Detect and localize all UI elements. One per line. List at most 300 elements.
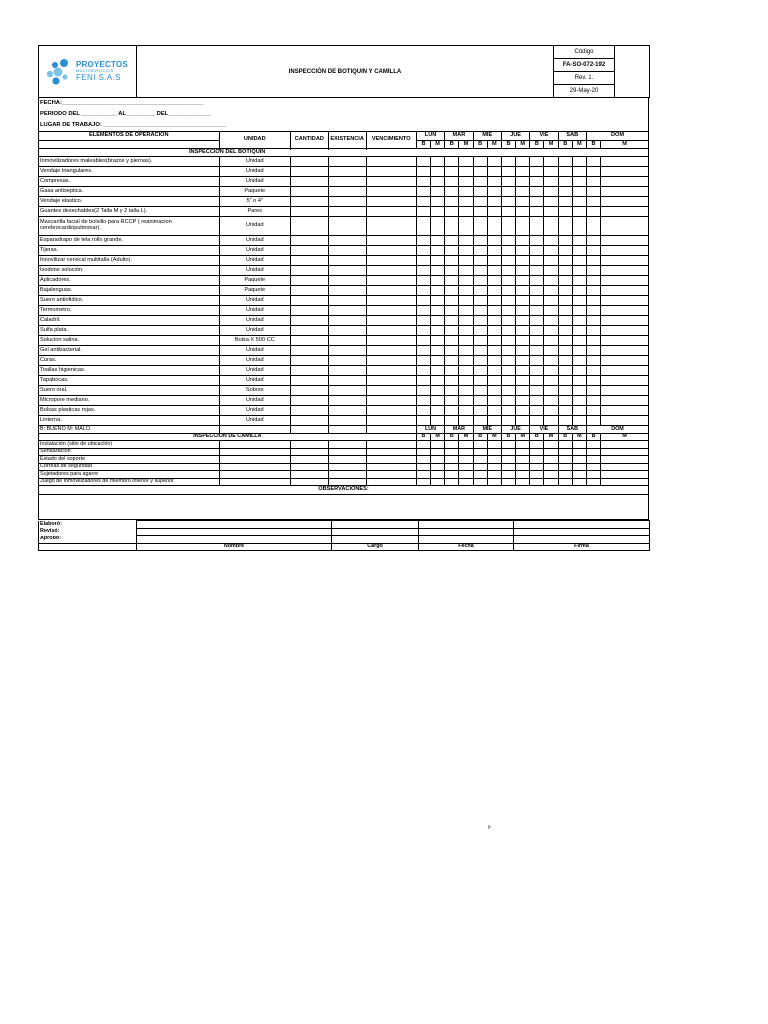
botiquin-check-cell[interactable] [445, 197, 459, 207]
vencimiento-cell[interactable] [366, 207, 416, 217]
botiquin-check-cell[interactable] [586, 217, 600, 236]
botiquin-check-cell[interactable] [572, 356, 586, 366]
botiquin-check-cell[interactable] [558, 406, 572, 416]
botiquin-check-cell[interactable] [501, 346, 515, 356]
botiquin-check-cell[interactable] [431, 177, 445, 187]
botiquin-check-cell[interactable] [487, 406, 501, 416]
botiquin-check-cell[interactable] [459, 356, 473, 366]
botiquin-check-cell[interactable] [431, 246, 445, 256]
botiquin-check-cell[interactable] [601, 187, 649, 197]
botiquin-check-cell[interactable] [487, 217, 501, 236]
botiquin-check-cell[interactable] [516, 326, 530, 336]
signature-cell[interactable] [419, 528, 514, 536]
botiquin-check-cell[interactable] [501, 187, 515, 197]
camilla-check-cell[interactable] [544, 448, 558, 456]
vencimiento-cell[interactable] [366, 266, 416, 276]
botiquin-check-cell[interactable] [558, 346, 572, 356]
botiquin-check-cell[interactable] [572, 386, 586, 396]
periodo-field[interactable]: PERIODO DEL ___________ AL_________ DEL_____________ [39, 109, 649, 120]
fecha-field[interactable]: FECHA:____________________________________________ [39, 98, 649, 109]
camilla-check-cell[interactable] [473, 456, 487, 464]
cantidad-cell[interactable] [290, 356, 328, 366]
cantidad-cell[interactable] [290, 366, 328, 376]
cantidad-cell[interactable] [290, 406, 328, 416]
botiquin-check-cell[interactable] [530, 386, 544, 396]
botiquin-check-cell[interactable] [473, 356, 487, 366]
existencia-cell[interactable] [328, 197, 366, 207]
existencia-cell[interactable] [328, 266, 366, 276]
botiquin-check-cell[interactable] [445, 416, 459, 426]
botiquin-check-cell[interactable] [431, 386, 445, 396]
cantidad-cell[interactable] [290, 376, 328, 386]
camilla-check-cell[interactable] [416, 441, 430, 449]
signature-cell[interactable] [419, 521, 514, 529]
botiquin-check-cell[interactable] [572, 236, 586, 246]
botiquin-check-cell[interactable] [445, 286, 459, 296]
botiquin-check-cell[interactable] [487, 356, 501, 366]
botiquin-check-cell[interactable] [544, 396, 558, 406]
botiquin-check-cell[interactable] [431, 236, 445, 246]
camilla-check-cell[interactable] [601, 478, 649, 486]
botiquin-check-cell[interactable] [530, 316, 544, 326]
botiquin-check-cell[interactable] [586, 256, 600, 266]
botiquin-check-cell[interactable] [487, 286, 501, 296]
botiquin-check-cell[interactable] [601, 246, 649, 256]
existencia-cell[interactable] [328, 396, 366, 406]
cantidad-cell[interactable] [290, 286, 328, 296]
botiquin-check-cell[interactable] [586, 356, 600, 366]
camilla-check-cell[interactable] [601, 471, 649, 479]
signature-cell[interactable] [332, 536, 419, 544]
botiquin-check-cell[interactable] [431, 346, 445, 356]
botiquin-check-cell[interactable] [416, 416, 430, 426]
botiquin-check-cell[interactable] [473, 276, 487, 286]
camilla-check-cell[interactable] [431, 471, 445, 479]
botiquin-check-cell[interactable] [572, 286, 586, 296]
camilla-check-cell[interactable] [530, 463, 544, 471]
botiquin-check-cell[interactable] [431, 356, 445, 366]
botiquin-check-cell[interactable] [487, 316, 501, 326]
vencimiento-cell[interactable] [366, 356, 416, 366]
botiquin-check-cell[interactable] [558, 396, 572, 406]
camilla-check-cell[interactable] [516, 478, 530, 486]
camilla-check-cell[interactable] [572, 478, 586, 486]
botiquin-check-cell[interactable] [601, 256, 649, 266]
cantidad-cell[interactable] [290, 306, 328, 316]
botiquin-check-cell[interactable] [601, 336, 649, 346]
botiquin-check-cell[interactable] [431, 296, 445, 306]
botiquin-check-cell[interactable] [544, 286, 558, 296]
camilla-check-cell[interactable] [431, 463, 445, 471]
botiquin-check-cell[interactable] [416, 207, 430, 217]
botiquin-check-cell[interactable] [487, 336, 501, 346]
botiquin-check-cell[interactable] [487, 197, 501, 207]
vencimiento-cell[interactable] [366, 386, 416, 396]
botiquin-check-cell[interactable] [572, 246, 586, 256]
camilla-check-cell[interactable] [572, 448, 586, 456]
camilla-check-cell[interactable] [501, 441, 515, 449]
camilla-check-cell[interactable] [487, 471, 501, 479]
botiquin-check-cell[interactable] [501, 256, 515, 266]
camilla-check-cell[interactable] [459, 471, 473, 479]
existencia-cell[interactable] [328, 356, 366, 366]
camilla-check-cell[interactable] [530, 456, 544, 464]
botiquin-check-cell[interactable] [445, 217, 459, 236]
botiquin-check-cell[interactable] [431, 406, 445, 416]
botiquin-check-cell[interactable] [586, 167, 600, 177]
botiquin-check-cell[interactable] [431, 396, 445, 406]
botiquin-check-cell[interactable] [459, 167, 473, 177]
botiquin-check-cell[interactable] [473, 406, 487, 416]
existencia-cell[interactable] [328, 207, 366, 217]
camilla-check-cell[interactable] [586, 456, 600, 464]
botiquin-check-cell[interactable] [416, 376, 430, 386]
botiquin-check-cell[interactable] [558, 207, 572, 217]
botiquin-check-cell[interactable] [445, 256, 459, 266]
botiquin-check-cell[interactable] [473, 157, 487, 167]
botiquin-check-cell[interactable] [445, 366, 459, 376]
botiquin-check-cell[interactable] [544, 187, 558, 197]
signature-cell[interactable] [419, 536, 514, 544]
existencia-cell[interactable] [328, 246, 366, 256]
botiquin-check-cell[interactable] [530, 416, 544, 426]
botiquin-check-cell[interactable] [530, 326, 544, 336]
botiquin-check-cell[interactable] [416, 236, 430, 246]
botiquin-check-cell[interactable] [445, 396, 459, 406]
camilla-check-cell[interactable] [544, 478, 558, 486]
botiquin-check-cell[interactable] [516, 346, 530, 356]
existencia-cell[interactable] [328, 306, 366, 316]
camilla-check-cell[interactable] [572, 441, 586, 449]
camilla-check-cell[interactable] [445, 456, 459, 464]
botiquin-check-cell[interactable] [572, 296, 586, 306]
botiquin-check-cell[interactable] [601, 217, 649, 236]
camilla-check-cell[interactable] [416, 471, 430, 479]
botiquin-check-cell[interactable] [530, 266, 544, 276]
vencimiento-cell[interactable] [366, 336, 416, 346]
botiquin-check-cell[interactable] [487, 396, 501, 406]
botiquin-check-cell[interactable] [572, 416, 586, 426]
botiquin-check-cell[interactable] [416, 316, 430, 326]
camilla-check-cell[interactable] [445, 441, 459, 449]
botiquin-check-cell[interactable] [459, 256, 473, 266]
botiquin-check-cell[interactable] [572, 187, 586, 197]
botiquin-check-cell[interactable] [501, 406, 515, 416]
botiquin-check-cell[interactable] [501, 366, 515, 376]
camilla-check-cell[interactable] [586, 471, 600, 479]
cantidad-cell[interactable] [290, 167, 328, 177]
existencia-cell[interactable] [328, 236, 366, 246]
botiquin-check-cell[interactable] [530, 276, 544, 286]
botiquin-check-cell[interactable] [516, 276, 530, 286]
botiquin-check-cell[interactable] [487, 276, 501, 286]
botiquin-check-cell[interactable] [516, 386, 530, 396]
botiquin-check-cell[interactable] [544, 197, 558, 207]
botiquin-check-cell[interactable] [473, 416, 487, 426]
botiquin-check-cell[interactable] [416, 346, 430, 356]
botiquin-check-cell[interactable] [516, 336, 530, 346]
botiquin-check-cell[interactable] [544, 266, 558, 276]
botiquin-check-cell[interactable] [601, 326, 649, 336]
botiquin-check-cell[interactable] [601, 356, 649, 366]
botiquin-check-cell[interactable] [601, 197, 649, 207]
botiquin-check-cell[interactable] [586, 326, 600, 336]
camilla-check-cell[interactable] [416, 456, 430, 464]
botiquin-check-cell[interactable] [572, 276, 586, 286]
botiquin-check-cell[interactable] [572, 396, 586, 406]
camilla-check-cell[interactable] [445, 471, 459, 479]
botiquin-check-cell[interactable] [459, 286, 473, 296]
botiquin-check-cell[interactable] [416, 256, 430, 266]
botiquin-check-cell[interactable] [530, 157, 544, 167]
camilla-check-cell[interactable] [501, 463, 515, 471]
botiquin-check-cell[interactable] [586, 386, 600, 396]
botiquin-check-cell[interactable] [530, 356, 544, 366]
camilla-check-cell[interactable] [572, 471, 586, 479]
botiquin-check-cell[interactable] [558, 316, 572, 326]
vencimiento-cell[interactable] [366, 187, 416, 197]
botiquin-check-cell[interactable] [558, 246, 572, 256]
botiquin-check-cell[interactable] [459, 396, 473, 406]
botiquin-check-cell[interactable] [431, 316, 445, 326]
camilla-check-cell[interactable] [586, 448, 600, 456]
botiquin-check-cell[interactable] [558, 296, 572, 306]
botiquin-check-cell[interactable] [501, 336, 515, 346]
camilla-check-cell[interactable] [601, 441, 649, 449]
botiquin-check-cell[interactable] [601, 306, 649, 316]
camilla-check-cell[interactable] [601, 456, 649, 464]
botiquin-check-cell[interactable] [572, 197, 586, 207]
camilla-check-cell[interactable] [501, 471, 515, 479]
botiquin-check-cell[interactable] [544, 236, 558, 246]
botiquin-check-cell[interactable] [487, 236, 501, 246]
botiquin-check-cell[interactable] [586, 187, 600, 197]
botiquin-check-cell[interactable] [473, 197, 487, 207]
vencimiento-cell[interactable] [366, 316, 416, 326]
botiquin-check-cell[interactable] [501, 276, 515, 286]
camilla-check-cell[interactable] [473, 471, 487, 479]
botiquin-check-cell[interactable] [544, 406, 558, 416]
botiquin-check-cell[interactable] [530, 346, 544, 356]
signature-cell[interactable] [514, 521, 650, 529]
vencimiento-cell[interactable] [366, 296, 416, 306]
botiquin-check-cell[interactable] [544, 256, 558, 266]
botiquin-check-cell[interactable] [601, 406, 649, 416]
botiquin-check-cell[interactable] [487, 266, 501, 276]
botiquin-check-cell[interactable] [459, 217, 473, 236]
botiquin-check-cell[interactable] [416, 386, 430, 396]
botiquin-check-cell[interactable] [601, 316, 649, 326]
existencia-cell[interactable] [328, 376, 366, 386]
botiquin-check-cell[interactable] [544, 336, 558, 346]
botiquin-check-cell[interactable] [459, 187, 473, 197]
camilla-check-cell[interactable] [473, 448, 487, 456]
camilla-check-cell[interactable] [501, 448, 515, 456]
botiquin-check-cell[interactable] [516, 286, 530, 296]
existencia-cell[interactable] [328, 177, 366, 187]
camilla-check-cell[interactable] [516, 441, 530, 449]
cantidad-cell[interactable] [290, 157, 328, 167]
botiquin-check-cell[interactable] [572, 316, 586, 326]
botiquin-check-cell[interactable] [459, 306, 473, 316]
botiquin-check-cell[interactable] [572, 326, 586, 336]
botiquin-check-cell[interactable] [445, 386, 459, 396]
botiquin-check-cell[interactable] [445, 346, 459, 356]
botiquin-check-cell[interactable] [431, 326, 445, 336]
botiquin-check-cell[interactable] [445, 306, 459, 316]
botiquin-check-cell[interactable] [558, 286, 572, 296]
botiquin-check-cell[interactable] [431, 306, 445, 316]
botiquin-check-cell[interactable] [445, 167, 459, 177]
existencia-cell[interactable] [328, 167, 366, 177]
camilla-check-cell[interactable] [445, 463, 459, 471]
botiquin-check-cell[interactable] [459, 366, 473, 376]
cantidad-cell[interactable] [290, 177, 328, 187]
vencimiento-cell[interactable] [366, 376, 416, 386]
existencia-cell[interactable] [328, 416, 366, 426]
botiquin-check-cell[interactable] [487, 416, 501, 426]
botiquin-check-cell[interactable] [516, 366, 530, 376]
botiquin-check-cell[interactable] [416, 197, 430, 207]
botiquin-check-cell[interactable] [558, 326, 572, 336]
botiquin-check-cell[interactable] [416, 157, 430, 167]
camilla-check-cell[interactable] [431, 441, 445, 449]
camilla-check-cell[interactable] [558, 441, 572, 449]
cantidad-cell[interactable] [290, 236, 328, 246]
cantidad-cell[interactable] [290, 246, 328, 256]
botiquin-check-cell[interactable] [445, 246, 459, 256]
botiquin-check-cell[interactable] [487, 326, 501, 336]
botiquin-check-cell[interactable] [516, 406, 530, 416]
botiquin-check-cell[interactable] [473, 376, 487, 386]
botiquin-check-cell[interactable] [544, 376, 558, 386]
camilla-check-cell[interactable] [516, 448, 530, 456]
botiquin-check-cell[interactable] [501, 396, 515, 406]
botiquin-check-cell[interactable] [459, 376, 473, 386]
botiquin-check-cell[interactable] [558, 416, 572, 426]
existencia-cell[interactable] [328, 326, 366, 336]
cantidad-cell[interactable] [290, 207, 328, 217]
botiquin-check-cell[interactable] [558, 167, 572, 177]
botiquin-check-cell[interactable] [586, 366, 600, 376]
botiquin-check-cell[interactable] [459, 296, 473, 306]
botiquin-check-cell[interactable] [473, 316, 487, 326]
botiquin-check-cell[interactable] [516, 316, 530, 326]
vencimiento-cell[interactable] [366, 406, 416, 416]
botiquin-check-cell[interactable] [445, 336, 459, 346]
botiquin-check-cell[interactable] [473, 217, 487, 236]
cantidad-cell[interactable] [290, 296, 328, 306]
botiquin-check-cell[interactable] [445, 236, 459, 246]
botiquin-check-cell[interactable] [572, 256, 586, 266]
botiquin-check-cell[interactable] [416, 396, 430, 406]
botiquin-check-cell[interactable] [459, 386, 473, 396]
botiquin-check-cell[interactable] [516, 197, 530, 207]
botiquin-check-cell[interactable] [416, 217, 430, 236]
camilla-check-cell[interactable] [558, 456, 572, 464]
botiquin-check-cell[interactable] [601, 177, 649, 187]
botiquin-check-cell[interactable] [544, 177, 558, 187]
camilla-check-cell[interactable] [516, 463, 530, 471]
botiquin-check-cell[interactable] [416, 167, 430, 177]
botiquin-check-cell[interactable] [501, 306, 515, 316]
botiquin-check-cell[interactable] [516, 167, 530, 177]
camilla-check-cell[interactable] [544, 456, 558, 464]
botiquin-check-cell[interactable] [530, 197, 544, 207]
botiquin-check-cell[interactable] [558, 177, 572, 187]
camilla-check-cell[interactable] [530, 478, 544, 486]
botiquin-check-cell[interactable] [516, 266, 530, 276]
botiquin-check-cell[interactable] [544, 346, 558, 356]
botiquin-check-cell[interactable] [431, 276, 445, 286]
botiquin-check-cell[interactable] [431, 167, 445, 177]
botiquin-check-cell[interactable] [516, 217, 530, 236]
botiquin-check-cell[interactable] [544, 326, 558, 336]
botiquin-check-cell[interactable] [501, 167, 515, 177]
botiquin-check-cell[interactable] [601, 236, 649, 246]
botiquin-check-cell[interactable] [431, 416, 445, 426]
botiquin-check-cell[interactable] [487, 177, 501, 187]
vencimiento-cell[interactable] [366, 326, 416, 336]
botiquin-check-cell[interactable] [572, 346, 586, 356]
botiquin-check-cell[interactable] [530, 366, 544, 376]
camilla-check-cell[interactable] [586, 441, 600, 449]
botiquin-check-cell[interactable] [473, 336, 487, 346]
botiquin-check-cell[interactable] [530, 376, 544, 386]
botiquin-check-cell[interactable] [459, 336, 473, 346]
botiquin-check-cell[interactable] [445, 187, 459, 197]
botiquin-check-cell[interactable] [487, 386, 501, 396]
camilla-check-cell[interactable] [473, 441, 487, 449]
botiquin-check-cell[interactable] [473, 167, 487, 177]
camilla-check-cell[interactable] [544, 463, 558, 471]
vencimiento-cell[interactable] [366, 236, 416, 246]
botiquin-check-cell[interactable] [473, 346, 487, 356]
botiquin-check-cell[interactable] [601, 376, 649, 386]
botiquin-check-cell[interactable] [416, 296, 430, 306]
botiquin-check-cell[interactable] [445, 207, 459, 217]
botiquin-check-cell[interactable] [544, 217, 558, 236]
botiquin-check-cell[interactable] [416, 177, 430, 187]
botiquin-check-cell[interactable] [544, 167, 558, 177]
botiquin-check-cell[interactable] [445, 177, 459, 187]
signature-cell[interactable] [137, 536, 332, 544]
botiquin-check-cell[interactable] [473, 187, 487, 197]
botiquin-check-cell[interactable] [586, 316, 600, 326]
existencia-cell[interactable] [328, 157, 366, 167]
botiquin-check-cell[interactable] [586, 197, 600, 207]
botiquin-check-cell[interactable] [572, 217, 586, 236]
botiquin-check-cell[interactable] [501, 386, 515, 396]
camilla-check-cell[interactable] [445, 448, 459, 456]
botiquin-check-cell[interactable] [558, 197, 572, 207]
camilla-check-cell[interactable] [459, 478, 473, 486]
botiquin-check-cell[interactable] [601, 416, 649, 426]
botiquin-check-cell[interactable] [501, 286, 515, 296]
botiquin-check-cell[interactable] [586, 346, 600, 356]
botiquin-check-cell[interactable] [445, 356, 459, 366]
botiquin-check-cell[interactable] [431, 157, 445, 167]
cantidad-cell[interactable] [290, 396, 328, 406]
botiquin-check-cell[interactable] [544, 207, 558, 217]
botiquin-check-cell[interactable] [544, 386, 558, 396]
botiquin-check-cell[interactable] [558, 376, 572, 386]
camilla-check-cell[interactable] [558, 471, 572, 479]
botiquin-check-cell[interactable] [516, 296, 530, 306]
signature-cell[interactable] [137, 528, 332, 536]
botiquin-check-cell[interactable] [572, 306, 586, 316]
existencia-cell[interactable] [328, 296, 366, 306]
